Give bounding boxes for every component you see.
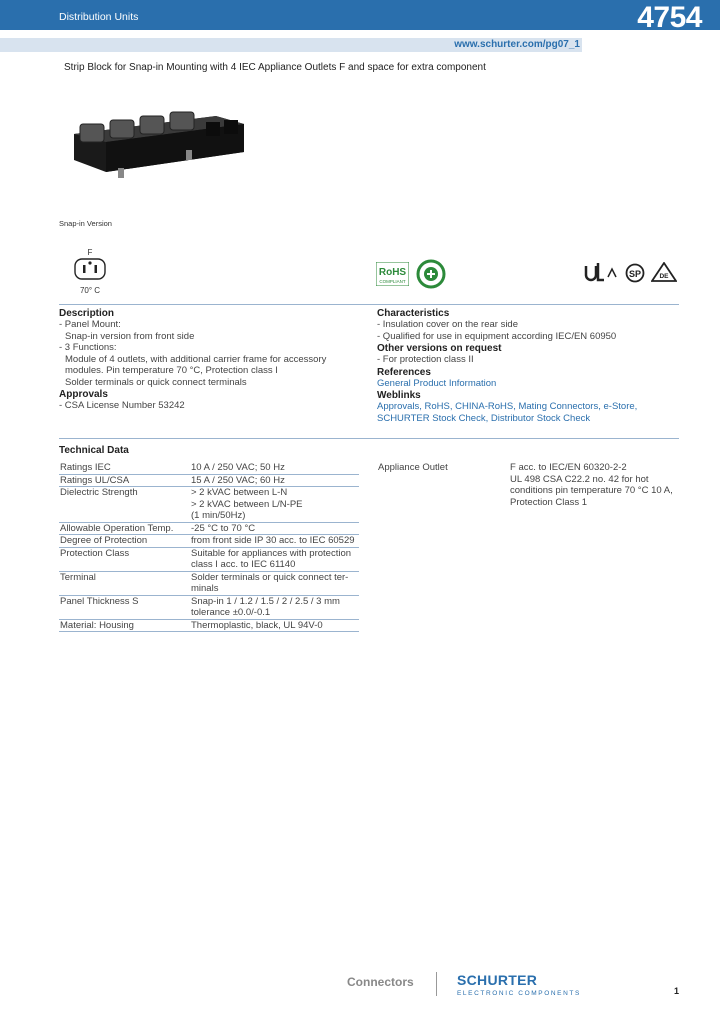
weblinks-line[interactable]: SCHURTER Stock Check, Distributor Stock Check [377, 412, 591, 424]
iec-outlet-icon [73, 257, 107, 281]
spec-value: 10 A / 250 VAC; 50 Hz [190, 462, 359, 474]
header-bar [0, 0, 720, 34]
table-row [59, 462, 359, 474]
svg-text:SP: SP [628, 269, 642, 279]
csa-icon [625, 262, 645, 287]
outlet-type-label: F [87, 248, 93, 257]
product-image [66, 102, 256, 192]
spec-key: Protection Class [59, 547, 190, 571]
other-versions-line: - For protection class II [377, 354, 474, 365]
outlet-symbol [70, 248, 110, 295]
approvals-line: - CSA License Number 53242 [59, 400, 185, 411]
table-row [59, 571, 359, 595]
footer-separator [436, 972, 437, 996]
weblinks-title: Weblinks [377, 390, 421, 401]
left-info-column [59, 307, 359, 412]
spec-key: Material: Housing [59, 619, 190, 632]
schurter-logo: SCHURTER [457, 972, 538, 988]
rohs-icon [376, 262, 409, 286]
spec-key: Ratings IEC [59, 462, 190, 474]
category-title: Distribution Units [59, 11, 139, 23]
footer-section: Connectors [347, 975, 414, 989]
characteristics-line: - Qualified for use in equipment according IEC/EN 60950 [377, 330, 617, 342]
characteristics-title: Characteristics [377, 308, 450, 319]
url-bar-gap [582, 38, 720, 52]
general-product-info-link[interactable]: General Product Information [377, 377, 497, 389]
image-caption: Snap-in Version [59, 219, 112, 228]
rohs-label: RoHS [378, 267, 407, 278]
description-line: Module of 4 outlets, with additional carrier frame for accessory [65, 353, 327, 365]
spec-key: Panel Thickness S [59, 595, 190, 619]
url-bar [0, 38, 720, 52]
table-row [377, 462, 681, 508]
table-row [59, 487, 359, 523]
spec-key: Appliance Outlet [378, 462, 448, 473]
description-line: modules. Pin temperature 70 °C, Protection class I [65, 365, 278, 376]
table-row [59, 535, 359, 548]
schurter-logo-sub: ELECTRONIC COMPONENTS [457, 990, 581, 997]
spec-key: Degree of Protection [59, 535, 190, 548]
spec-value: F acc. to IEC/EN 60320-2-2 UL 498 CSA C22.2 no. 42 for hot conditions pin temperature 70 °C 10 A, Protection Class 1 [510, 462, 673, 508]
description-line: - 3 Functions: [59, 342, 117, 353]
ul-recognized-icon [584, 263, 620, 286]
approvals-title: Approvals [59, 389, 108, 400]
outlet-temperature: 70° C [79, 286, 101, 295]
spec-key: Allowable Operation Temp. [59, 522, 190, 535]
spec-value: Thermoplastic, black, UL 94V-0 [190, 619, 359, 632]
rohs-sublabel: COMPLIANT [379, 279, 406, 284]
divider [59, 438, 679, 439]
spec-value: > 2 kVAC between L-N > 2 kVAC between L/N-PE (1 min/50Hz) [190, 487, 359, 523]
page-number: 1 [674, 986, 680, 996]
description-line: Solder terminals or quick connect terminals [65, 376, 247, 388]
right-info-column [377, 307, 677, 424]
weblinks-line[interactable]: Approvals, RoHS, CHINA-RoHS, Mating Connectors, e-Store, [377, 401, 638, 412]
spec-value: Suitable for appliances with protection class I acc. to IEC 61140 [190, 547, 359, 571]
spec-key: Ratings UL/CSA [59, 474, 190, 487]
footer [0, 972, 720, 1002]
product-subtitle: Strip Block for Snap-in Mounting with 4 IEC Appliance Outlets F and space for extra component [64, 62, 486, 73]
table-row [59, 547, 359, 571]
table-row [59, 522, 359, 535]
spec-key: Dielectric Strength [59, 487, 190, 523]
spec-value: from front side IP 30 acc. to IEC 60529 [190, 535, 359, 548]
table-row [59, 595, 359, 619]
description-line: - Panel Mount: [59, 319, 121, 330]
description-line: Snap-in version from front side [65, 330, 195, 342]
characteristics-line: - Insulation cover on the rear side [377, 319, 518, 330]
other-versions-title: Other versions on request [377, 343, 502, 354]
spec-value: 15 A / 250 VAC; 60 Hz [190, 474, 359, 487]
product-number: 4754 [637, 1, 702, 34]
spec-value: -25 °C to 70 °C [190, 522, 359, 535]
product-url-link[interactable]: www.schurter.com/pg07_1 [454, 39, 580, 50]
china-rohs-icon [416, 259, 446, 292]
references-title: References [377, 366, 431, 378]
vde-icon [651, 262, 677, 285]
svg-text:DE: DE [659, 273, 669, 280]
spec-value: Snap-in 1 / 1.2 / 1.5 / 2 / 2.5 / 3 mm tolerance ±0.0/-0.1 [190, 595, 359, 619]
spec-key: Terminal [59, 571, 190, 595]
spec-value: Solder terminals or quick connect ter- minals [190, 571, 359, 595]
technical-data-title: Technical Data [59, 445, 129, 456]
table-row [59, 474, 359, 487]
divider [59, 304, 679, 305]
table-row [59, 619, 359, 632]
technical-data-table [59, 462, 359, 632]
description-title: Description [59, 308, 115, 319]
appliance-outlet-table [377, 462, 681, 508]
